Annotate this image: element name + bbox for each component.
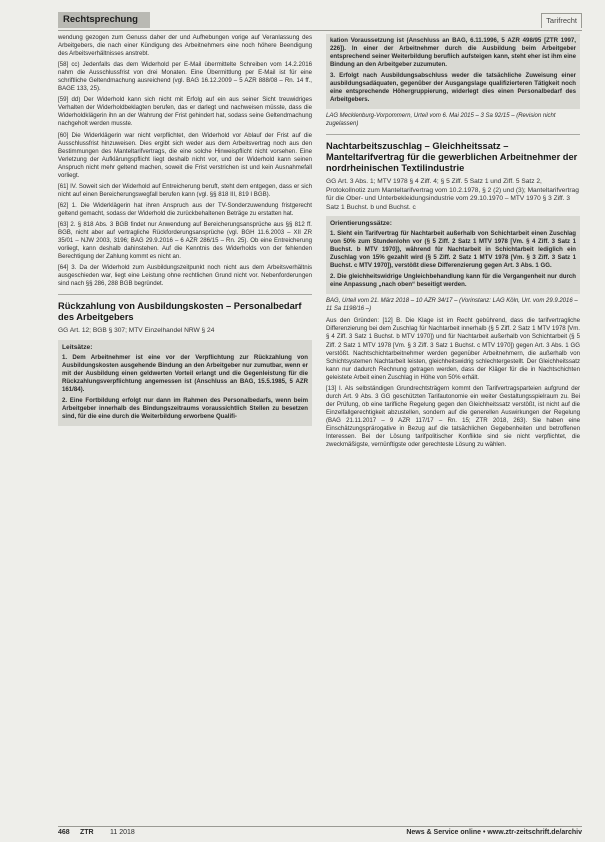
topic-label: Tarifrecht — [541, 13, 582, 28]
page-header — [58, 10, 582, 31]
body-paragraph: [58] cc) Jedenfalls das dem Widerhold per E-Mail übermittelte Schreiben vom 14.2.2016 nahm die Ausschlussfrist von drei Monaten. Eine Übermittlung per E-Mail ist für eine schriftliche Geltendmachung ausreichend (vgl. BAG 16.12.2009 – 5 AZR 888/08 – Rn. 14 ff., BAGE 133, 25). — [58, 61, 312, 93]
orientierungssatz-item: 1. Sieht ein Tarifvertrag für Nachtarbeit außerhalb von Schichtarbeit einen Zuschlag von 50% zum Stundenlohn vor (§ 5 Ziff. 2 Satz 1 MTV 1978 [Vm. § 4 Ziff. 3 Satz 1 Buchst. b MTV 1970]), während für Nachtarbeit in Schichtarbeit lediglich ein Zuschlag von 15% gezahlt wird (§ 5 Ziff. 2 Satz 1 MTV 1978 [Vm. § 3 Ziff. 3 Satz 1 Buchst. c MTV 1970]), verstößt diese Differenzierung gegen Art. 3 Abs. 1 GG. — [330, 230, 576, 270]
right-column — [326, 34, 580, 452]
page-footer — [58, 826, 582, 839]
leitsatz-item: 1. Dem Arbeitnehmer ist eine vor der Verpflichtung zur Rückzahlung von Ausbildungskosten ausgehende Bindung an den Arbeitgeber nur zumutbar, wenn er mit der Ausbildung einen geldwerten Vorteil erlangt und die Gegenleistung für die Rückzahlungsverpflichtung angemessen ist (Anschluss an BAG, 15.5.1985, 5 AZR 161/84). — [62, 353, 308, 393]
leitsaetze-continuation-box — [326, 34, 580, 109]
news-service-link[interactable]: News & Service online • www.ztr-zeitschrift.de/archiv — [406, 829, 582, 836]
section-label: Rechtsprechung — [58, 12, 150, 28]
article-title: Rückzahlung von Ausbildungskosten – Personalbedarf des Arbeitgebers — [58, 301, 302, 323]
leitsatz-item: kation Voraussetzung ist (Anschluss an BAG, 6.11.1996, 5 AZR 498/95 [ZTR 1997, 226]). In einer der Arbeitnehmer durch die Ausbildung beim Arbeitgeber entsprechend seiner Weiterbildung beruflich aufsteigen kann, steht eher ist ihm eine Bindung an den Arbeitgeber zuzumuten. — [330, 37, 576, 68]
left-column — [58, 34, 312, 430]
orientierungssaetze-box — [326, 216, 580, 294]
body-paragraph: Aus den Gründen: [12] B. Die Klage ist im Recht gebührend, dass die tarifvertragliche Differenzierung bei dem Zuschlag für Nachtarbeit innerhalb (§ 5 Ziff. 2 Satz 1 MTV 1978 [Vm. § 4 Ziff. 3 Satz 1 Buchst. b MTV 1970]) und für Nachtarbeit außerhalb von Schichtarbeit (§ 5 Ziff. 2 Satz 1 MTV 1978 [Vm. § 3 Ziff. 3 Satz 1 Buchst. c MTV 1970]) gegen Art. 3 Abs. 1 GG verstößt. Nachtschichtarbeitnehmer werden gegenüber Arbeitnehmern, die außerhalb von Schichtsystemen Nachtarbeit leisten, gleichheitswidrig schlechtergestellt. Der Gleichheitssatz kann nur dadurch Rechnung getragen werden, dass der Kläger für die in Nachtschichten geleistete Arbeit einen Zuschlag in Höhe von 50% erhält. — [326, 317, 580, 381]
leitsatz-item: 2. Eine Fortbildung erfolgt nur dann im Rahmen des Personalbedarfs, wenn beim Arbeitgeber innerhalb des Bindungszeitraums voraussichtlich Stellen zu besetzen sind, für die eine durch die Weiterbildung erworbene Qualifi- — [62, 396, 308, 420]
article-norms: GG Art. 12; BGB § 307; MTV Einzelhandel NRW § 24 — [58, 327, 215, 335]
body-paragraph: [59] dd) Der Widerhold kann sich nicht mit Erfolg auf ein aus seiner Sicht treuwidriges Verhalten der Widerholdbeklagten berufen, das er darlegt und nachweisen müsste, dass die Widerholdklägerin ihn an der Wahrung der Frist gehindert hat, sodass seine Geltendmachung nachgeholt werden musste. — [58, 96, 312, 128]
page-number: 468 — [58, 829, 70, 836]
body-paragraph: [63] 2. § 818 Abs. 3 BGB findet nur Anwendung auf Bereicherungsansprüche aus §§ 812 ff. BGB, nicht aber auf vertragliche Rückforderungsansprüche (vgl. BGH 11.6.2003 – XII ZR 35/01 – NJW 2003, 3196; BAG 29.9.2016 – 6 AZR 286/15 – Rn. 25). Ob eine Entreicherung vorliegt, kann deshalb dahinstehen. Auf die Kenntnis des Widerholds von der fehlenden Berechtigung der Zahlung kommt es nicht an. — [58, 220, 312, 261]
orientierungssatz-item: 2. Die gleichheitswidrige Ungleichbehandlung kann für die Vergangenheit nur durch eine Anpassung „nach oben“ beseitigt werden. — [330, 273, 576, 289]
journal-issue: 11 2018 — [110, 829, 135, 836]
court-citation: BAG, Urteil vom 21. März 2018 – 10 AZR 34/17 – (Vorinstanz: LAG Köln, Urt. vom 29.9.2016 – 11 Sa 1198/16 –) — [326, 298, 578, 312]
body-paragraph: [60] Die Widerklägerin war nicht verpflichtet, den Widerhold vor Ablauf der Frist auf die Ausschlussfrist hinzuweisen. Dies ergibt sich weder aus dem Arbeitsvertrag noch aus den Bestimmungen des Manteltarifvertrags, die eine solche Hinweispflicht nicht vorsehen. Eine Verletzung der Aufklärungspflicht liegt deshalb nicht vor, und der Widerhold kann seinen Anspruch nicht mehr geltend machen, soweit die Frist verstrichen ist und kein Ausnahmefall vorliegt. — [58, 131, 312, 179]
body-paragraph: wendung gezogen zum Genuss daher der und Aufhebungen vorige auf Veranlassung des Arbeitgebers, die nach einer Kündigung des Arbeitnehmers eine noch höhere Beendigung des Arbeitsverhältnisses anstrebt. — [58, 34, 312, 58]
article-norms: GG Art. 3 Abs. 1; MTV 1978 § 4 Ziff. 4; § 5 Ziff. 5 Satz 1 und Ziff. 5 Satz 2, Protokollnotiz zum Manteltarifvertrag vom 10.2.1978, § 2 (2) und (3); Manteltarifvertrag für die Ober- und Unterbekleidungsindustrie vom 29.10.1970 – MTV 1970 § 3 Ziff. 3 Satz 1 Buchst. b und Buchst. c — [326, 178, 579, 211]
leitsatz-item: 3. Erfolgt nach Ausbildungsabschluss weder die tatsächliche Zuweisung einer ausbildungsadäquaten, gegenüber der Ausgangslage qualifizierteren Tätigkeit noch eine entsprechende Höhergruppierung, widerlegt dies einen Personalbedarf des Arbeitgebers. — [330, 72, 576, 103]
body-paragraph: [62] 1. Die Widerklägerin hat ihren Anspruch aus der TV-Sonderzuwendung fristgerecht geltend gemacht, sodass der Widerhold die zurückbehaltenen Beträge zu erstatten hat. — [58, 201, 312, 217]
body-paragraph: [13] I. Als selbständigen Grundrechtsträgern kommt den Tarifvertragsparteien aufgrund der durch Art. 9 Abs. 3 GG geschützten Tarifautonomie ein weiter Gestaltungsspielraum zu. Bei der Prüfung, ob eine tarifliche Regelung gegen den Gleichheitssatz verstößt, ist nicht auf die Einzelfallgerechtigkeit abzustellen, sondern auf die generellen Auswirkungen der Regelung (BAG 21.11.2017 – 9 AZR 117/17 – Rn. 15; ZTR 2018, 263). Sie haben eine Einschätzungsprärogative in Bezug auf die tatsächlichen Gegebenheiten und betroffenen Interessen. Bei der Lösung tarifpolitischer Konflikte sind sie nicht verpflichtet, die zweckmäßigste, vernünftigste oder gerechteste Lösung zu wählen. — [326, 384, 580, 449]
section-divider — [326, 134, 580, 135]
body-paragraph: [61] IV. Soweit sich der Widerhold auf Entreicherung beruft, steht dem entgegen, dass er sich nicht auf einen Bereicherungswegfall berufen kann (vgl. §§ 818 III, 819 I BGB). — [58, 182, 312, 198]
court-signature: LAG Mecklenburg-Vorpommern, Urteil vom 6. Mai 2015 – 3 Sa 92/15 – (Revision nicht zugelassen) — [326, 113, 556, 127]
journal-name: ZTR — [80, 829, 94, 836]
box-heading: Orientierungssätze: — [330, 220, 392, 228]
article-title: Nachtarbeitszuschlag – Gleichheitssatz – Manteltarifvertrag für die gewerblichen Arbeitnehmer der nordrheinischen Textilindustrie — [326, 141, 578, 174]
box-heading: Leitsätze: — [62, 343, 93, 351]
body-paragraph: [64] 3. Da der Widerhold zum Ausbildungszeitpunkt noch nicht aus dem Arbeitsverhältnis ausgeschieden war, liegt eine Leistung ohne rechtlichen Grund nicht vor. Nebenforderungen sind nach §§ 286, 288 BGB begründet. — [58, 264, 312, 288]
leitsaetze-box — [58, 340, 312, 426]
section-divider — [58, 294, 312, 295]
